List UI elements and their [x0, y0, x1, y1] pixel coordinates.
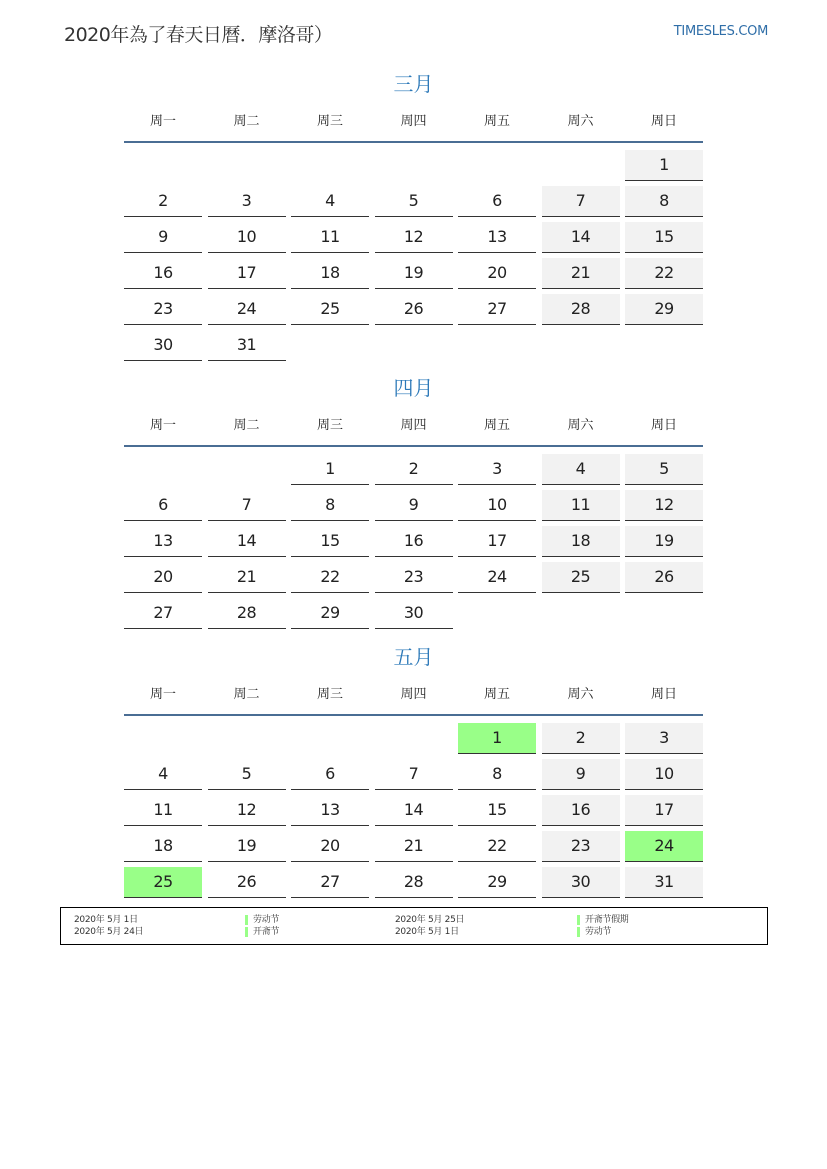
day-cell[interactable]: 12	[208, 795, 286, 826]
weekday-header	[124, 677, 703, 716]
day-cell[interactable]: 12	[375, 222, 453, 253]
weekday-label: 周三	[316, 418, 343, 433]
day-cell[interactable]: 10	[458, 490, 536, 521]
weekday-header	[124, 104, 703, 143]
day-cell[interactable]: 11	[542, 490, 620, 521]
day-cell[interactable]: 19	[625, 526, 703, 557]
day-cell[interactable]: 2	[542, 723, 620, 754]
day-cell[interactable]: 11	[291, 222, 369, 253]
day-cell[interactable]: 14	[375, 795, 453, 826]
day-cell[interactable]: 6	[458, 186, 536, 217]
weekday-header	[124, 408, 703, 447]
legend-date: 2020年 5月 1日	[395, 927, 459, 937]
day-cell[interactable]: 14	[208, 526, 286, 557]
day-cell[interactable]: 3	[625, 723, 703, 754]
day-cell[interactable]: 5	[625, 454, 703, 485]
day-cell[interactable]: 19	[208, 831, 286, 862]
day-cell[interactable]: 18	[291, 258, 369, 289]
day-cell[interactable]: 22	[625, 258, 703, 289]
day-cell[interactable]: 18	[124, 831, 202, 862]
month-march	[124, 70, 703, 354]
day-cell[interactable]: 21	[375, 831, 453, 862]
month-may	[124, 643, 703, 891]
day-cell[interactable]: 21	[208, 562, 286, 593]
weekday-label: 周六	[567, 418, 594, 433]
day-cell[interactable]: 28	[542, 294, 620, 325]
weekday-label: 周三	[316, 687, 343, 702]
weekday-label: 周六	[567, 114, 594, 129]
day-cell[interactable]: 26	[375, 294, 453, 325]
day-cell[interactable]: 21	[542, 258, 620, 289]
legend-holiday-name: 开斋节	[245, 926, 279, 938]
weekday-label: 周一	[149, 418, 176, 433]
day-cell[interactable]: 20	[291, 831, 369, 862]
day-cell[interactable]: 1	[291, 454, 369, 485]
legend-holiday-name: 劳动节	[245, 914, 279, 926]
day-cell[interactable]: 30	[542, 867, 620, 898]
day-cell[interactable]: 15	[291, 526, 369, 557]
weekday-label: 周二	[233, 687, 260, 702]
day-cell[interactable]: 13	[458, 222, 536, 253]
day-cell[interactable]: 14	[542, 222, 620, 253]
month-title: 四月	[393, 376, 434, 400]
weekday-label: 周五	[483, 418, 510, 433]
day-cell[interactable]: 11	[124, 795, 202, 826]
day-cell[interactable]: 28	[208, 598, 286, 629]
day-cell[interactable]: 12	[625, 490, 703, 521]
month-april	[124, 374, 703, 622]
day-cell[interactable]: 8	[625, 186, 703, 217]
weekday-label: 周二	[233, 114, 260, 129]
day-cell[interactable]: 27	[458, 294, 536, 325]
day-cell[interactable]: 23	[124, 294, 202, 325]
day-cell[interactable]: 10	[208, 222, 286, 253]
day-cell[interactable]: 20	[458, 258, 536, 289]
day-cell[interactable]: 13	[124, 526, 202, 557]
weekday-label: 周五	[483, 687, 510, 702]
day-cell[interactable]: 24	[458, 562, 536, 593]
day-cell[interactable]: 29	[625, 294, 703, 325]
legend-date: 2020年 5月 25日	[395, 915, 465, 925]
day-cell[interactable]: 30	[375, 598, 453, 629]
day-cell[interactable]: 18	[542, 526, 620, 557]
day-cell[interactable]: 1	[458, 723, 536, 754]
day-cell[interactable]: 19	[375, 258, 453, 289]
weekday-label: 周三	[316, 114, 343, 129]
day-cell[interactable]: 29	[458, 867, 536, 898]
weekday-label: 周五	[483, 114, 510, 129]
month-title: 五月	[393, 645, 434, 669]
day-cell[interactable]: 17	[208, 258, 286, 289]
day-cell[interactable]: 6	[291, 759, 369, 790]
day-cell[interactable]: 16	[375, 526, 453, 557]
day-cell[interactable]: 3	[208, 186, 286, 217]
day-cell[interactable]: 6	[124, 490, 202, 521]
day-cell[interactable]: 16	[124, 258, 202, 289]
day-cell[interactable]: 17	[458, 526, 536, 557]
day-cell[interactable]: 29	[291, 598, 369, 629]
day-cell[interactable]: 9	[542, 759, 620, 790]
day-cell[interactable]: 7	[208, 490, 286, 521]
day-cell[interactable]: 4	[124, 759, 202, 790]
day-cell[interactable]: 20	[124, 562, 202, 593]
day-cell[interactable]: 22	[458, 831, 536, 862]
day-cell[interactable]: 15	[458, 795, 536, 826]
day-cell[interactable]: 26	[625, 562, 703, 593]
day-cell[interactable]: 10	[625, 759, 703, 790]
day-cell[interactable]: 25	[124, 867, 202, 898]
day-cell[interactable]: 25	[542, 562, 620, 593]
day-cell[interactable]: 5	[375, 186, 453, 217]
day-cell[interactable]: 31	[625, 867, 703, 898]
day-cell[interactable]: 2	[375, 454, 453, 485]
day-cell[interactable]: 13	[291, 795, 369, 826]
legend-holiday-name: 开斋节假期	[577, 914, 629, 926]
day-cell[interactable]: 24	[208, 294, 286, 325]
page-title: 2020年為了春天日曆．摩洛哥）	[64, 24, 333, 46]
day-cell[interactable]: 26	[208, 867, 286, 898]
day-cell[interactable]: 3	[458, 454, 536, 485]
day-cell[interactable]: 30	[124, 330, 202, 361]
site-link[interactable]: TIMESLES.COM	[673, 24, 768, 39]
day-cell[interactable]: 9	[375, 490, 453, 521]
weekday-label: 周日	[650, 418, 677, 433]
day-cell[interactable]: 7	[375, 759, 453, 790]
weekday-label: 周六	[567, 687, 594, 702]
day-cell[interactable]: 24	[625, 831, 703, 862]
weekday-label: 周一	[149, 114, 176, 129]
day-cell[interactable]: 23	[375, 562, 453, 593]
day-cell[interactable]: 23	[542, 831, 620, 862]
day-cell[interactable]: 8	[458, 759, 536, 790]
weekday-label: 周日	[650, 114, 677, 129]
day-cell[interactable]: 4	[542, 454, 620, 485]
weekday-label: 周四	[400, 418, 427, 433]
day-cell[interactable]: 8	[291, 490, 369, 521]
holiday-legend	[60, 907, 768, 945]
day-cell[interactable]: 15	[625, 222, 703, 253]
day-cell[interactable]: 16	[542, 795, 620, 826]
day-cell[interactable]: 28	[375, 867, 453, 898]
day-cell[interactable]: 22	[291, 562, 369, 593]
day-cell[interactable]: 17	[625, 795, 703, 826]
day-cell[interactable]: 27	[124, 598, 202, 629]
day-cell[interactable]: 31	[208, 330, 286, 361]
weekday-label: 周一	[149, 687, 176, 702]
day-cell[interactable]: 2	[124, 186, 202, 217]
weekday-label: 周二	[233, 418, 260, 433]
weekday-label: 周四	[400, 114, 427, 129]
month-title: 三月	[393, 72, 434, 96]
legend-date: 2020年 5月 24日	[74, 927, 144, 937]
day-cell[interactable]: 25	[291, 294, 369, 325]
day-cell[interactable]: 9	[124, 222, 202, 253]
weekday-label: 周日	[650, 687, 677, 702]
day-cell[interactable]: 27	[291, 867, 369, 898]
legend-date: 2020年 5月 1日	[74, 915, 138, 925]
legend-holiday-name: 劳动节	[577, 926, 611, 938]
day-cell[interactable]: 1	[625, 150, 703, 181]
day-cell[interactable]: 5	[208, 759, 286, 790]
day-cell[interactable]: 4	[291, 186, 369, 217]
weekday-label: 周四	[400, 687, 427, 702]
day-cell[interactable]: 7	[542, 186, 620, 217]
